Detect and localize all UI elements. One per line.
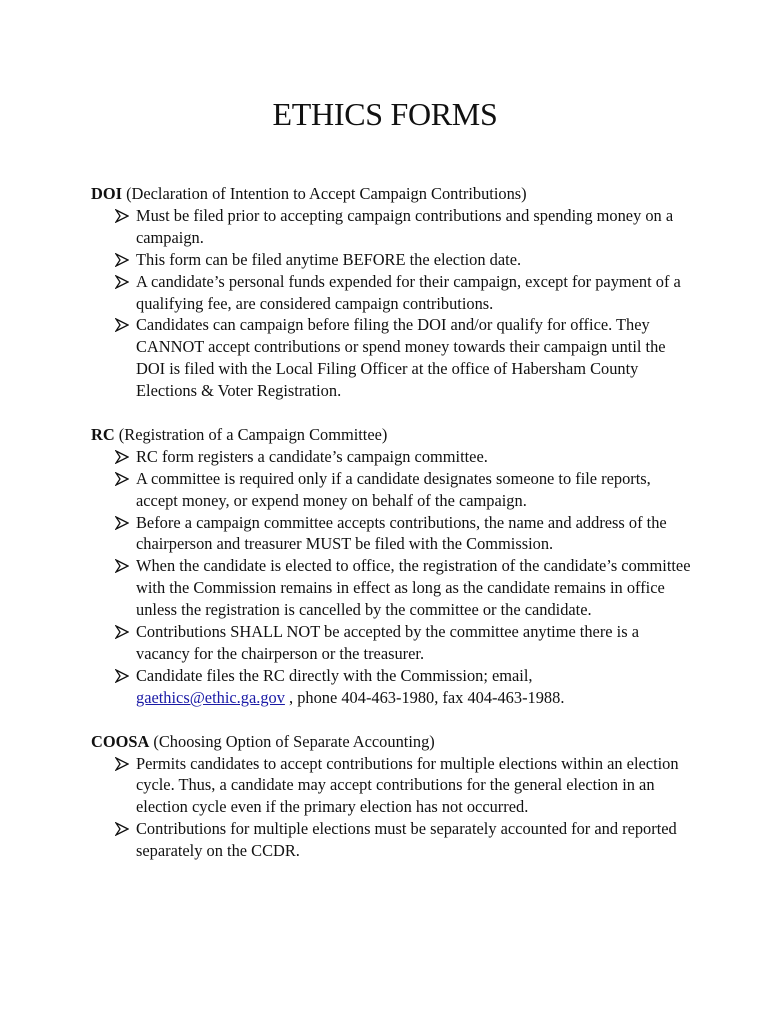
list-item-text: Must be filed prior to accepting campaign contributions and spending money on a campaign. <box>136 205 674 247</box>
list-item-text: This form can be filed anytime BEFORE the election date. <box>136 249 522 269</box>
section-desc-doi: (Declaration of Intention to Accept Campaign Contributions) <box>126 184 527 203</box>
rc-bullet-list <box>91 446 691 709</box>
list-item <box>136 205 691 249</box>
section-abbr-coosa: COOSA <box>91 731 150 751</box>
page-title: ETHICS FORMS <box>272 96 498 132</box>
arrow-bullet-icon <box>115 559 129 573</box>
list-item <box>136 446 691 468</box>
list-item <box>136 249 691 271</box>
list-item-text: Candidates can campaign before filing the DOI and/or qualify for office. They CANNOT accept contributions or spend money towards their campaign until the DOI is filed with the Local Filing Officer at the office of Habersham County Elections & Voter Registration. <box>136 315 666 401</box>
section-abbr-rc: RC <box>91 424 115 444</box>
list-item-text: Candidate files the RC directly with the Commission; email, <box>136 665 533 685</box>
contact-numbers: , phone 404-463-1980, fax 404-463-1988. <box>284 687 565 707</box>
arrow-bullet-icon <box>115 472 129 486</box>
email-link[interactable]: gaethics@ethic.ga.gov <box>136 687 285 707</box>
list-item-text: Before a campaign committee accepts contributions, the name and address of the chairperson and treasurer MUST be filed with the Commission. <box>136 512 667 554</box>
list-item-text: A candidate’s personal funds expended for their campaign, except for payment of a qualifying fee, are considered campaign contributions. <box>136 271 681 313</box>
list-item-text: When the candidate is elected to office, the registration of the candidate’s committee with the Commission remains in effect as long as the candidate remains in office unless the registration is cancelled by the committee or the candidate. <box>136 556 691 620</box>
list-item-text: Contributions SHALL NOT be accepted by the committee anytime there is a vacancy for the chairperson or the treasurer. <box>136 622 639 664</box>
section-rc <box>91 424 691 709</box>
document-body <box>91 183 691 884</box>
list-item <box>136 512 691 556</box>
arrow-bullet-icon <box>115 450 129 464</box>
arrow-bullet-icon <box>115 822 129 836</box>
arrow-bullet-icon <box>115 516 129 530</box>
arrow-bullet-icon <box>115 757 129 771</box>
doi-bullet-list <box>91 205 691 402</box>
list-item-text: Permits candidates to accept contributions for multiple elections within an election cycle. Thus, a candidate may accept contributions for the general election in an election cycle even if the primary election has not occurred. <box>136 753 679 817</box>
list-item <box>136 753 691 819</box>
section-desc-rc: (Registration of a Campaign Committee) <box>118 424 388 444</box>
section-desc-coosa: (Choosing Option of Separate Accounting) <box>153 731 435 751</box>
list-item-text: A committee is required only if a candidate designates someone to file reports, accept money, or expend money on behalf of the campaign. <box>136 468 651 510</box>
list-item <box>136 468 691 512</box>
arrow-bullet-icon <box>115 669 129 683</box>
arrow-bullet-icon <box>115 275 129 289</box>
list-item <box>136 271 691 315</box>
list-item-text: Contributions for multiple elections must be separately accounted for and reported separately on the CCDR. <box>136 819 677 861</box>
arrow-bullet-icon <box>115 209 129 223</box>
arrow-bullet-icon <box>115 253 129 267</box>
list-item <box>136 665 691 709</box>
arrow-bullet-icon <box>115 318 129 332</box>
section-abbr-doi: DOI <box>91 184 122 203</box>
list-item-text: RC form registers a candidate’s campaign committee. <box>136 446 488 466</box>
list-item <box>136 314 691 402</box>
section-heading-rc <box>91 424 691 446</box>
arrow-bullet-icon <box>115 625 129 639</box>
section-coosa <box>91 731 691 862</box>
coosa-bullet-list <box>91 753 691 863</box>
section-heading-doi <box>91 183 691 205</box>
list-item <box>136 818 691 862</box>
list-item <box>136 621 691 665</box>
section-heading-coosa <box>91 731 691 753</box>
section-doi <box>91 183 691 402</box>
list-item <box>136 555 691 621</box>
